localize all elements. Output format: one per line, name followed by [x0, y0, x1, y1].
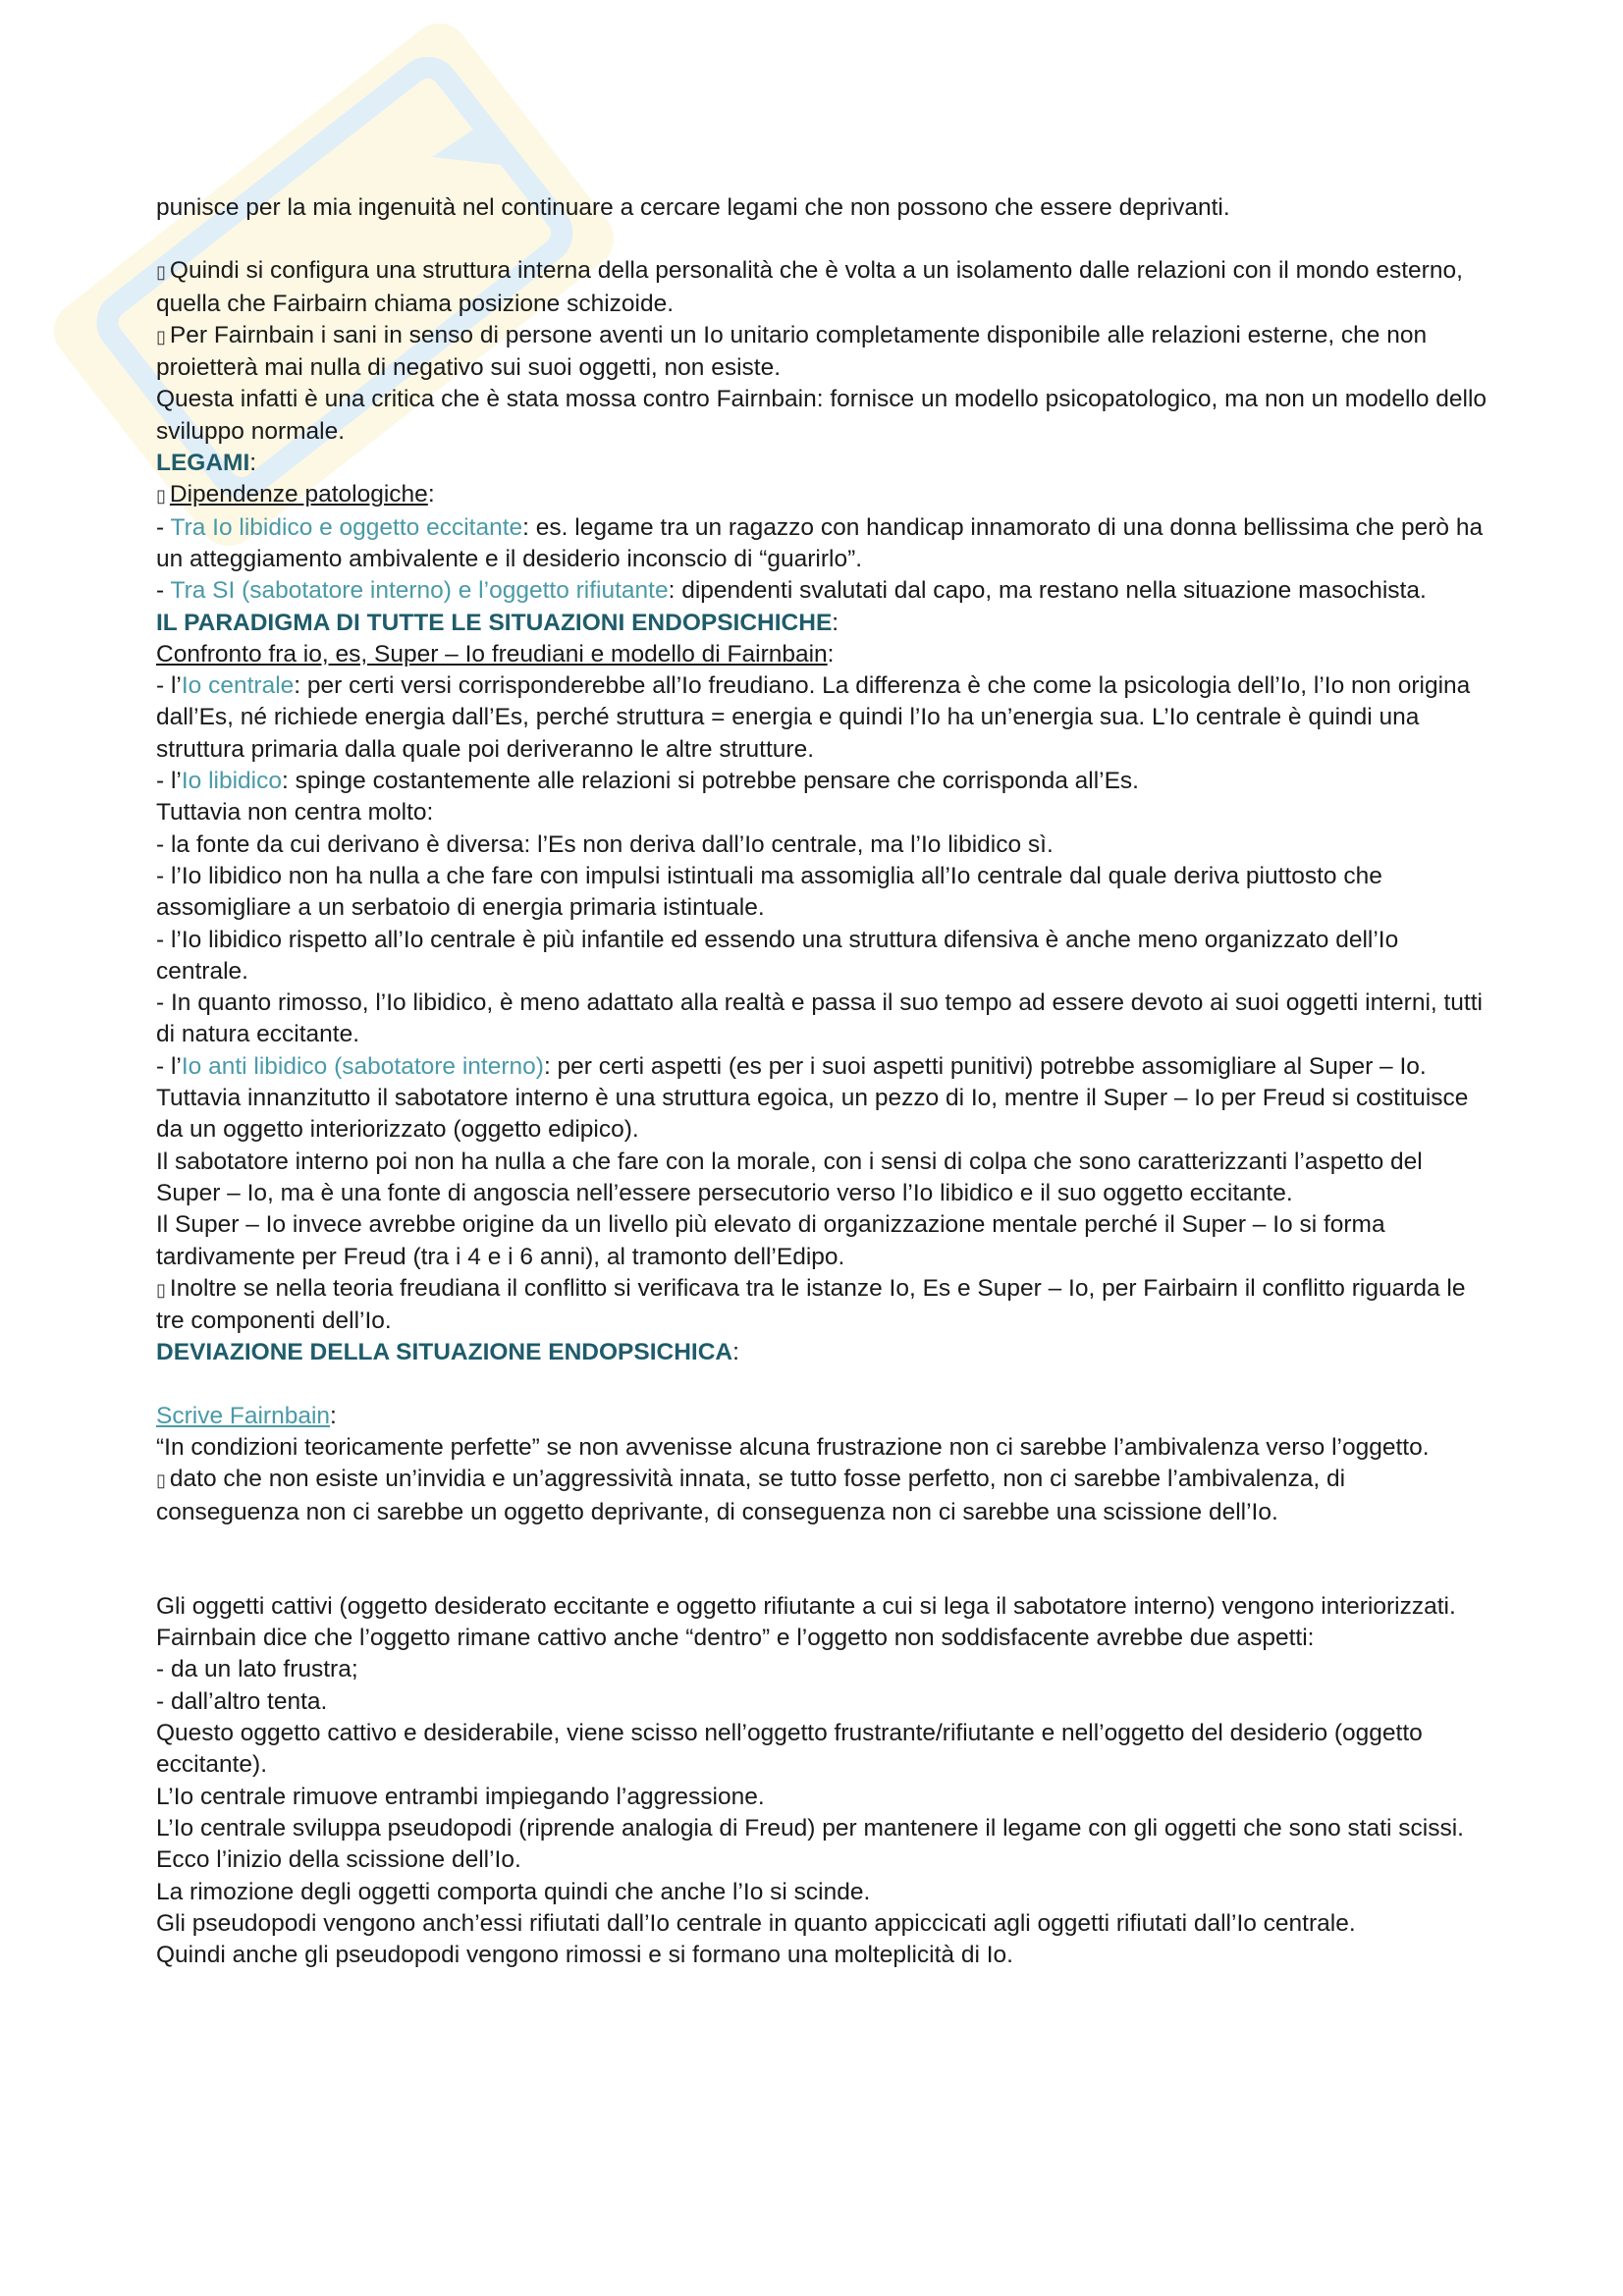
paragraph: “In condizioni teoricamente perfette” se non avvenisse alcuna frustrazione non ci sarebbe l’ambivalenza verso l’oggetto.: [156, 1433, 1430, 1461]
paragraph: Questo oggetto cattivo e desiderabile, viene scisso nell’oggetto frustrante/rifiutante e nell’oggetto del desiderio (oggetto eccitante).: [156, 1720, 1423, 1779]
list-item: - l’Io centrale: per certi versi corrisponderebbe all’Io freudiano. La differenza è che come la psicologia dell’Io, l’Io non origina dall’Es, né richiede energia dall’Es, perché struttura = energia e quindi l’Io ha un’energia sua. L’Io centrale è quindi una struttura primaria dalla quale poi deriveranno le altre strutture.: [156, 672, 1471, 763]
paragraph: ▯ Inoltre se nella teoria freudiana il conflitto si verificava tra le istanze Io, Es e Super – Io, per Fairbairn il conflitto riguarda le tre componenti dell’Io.: [156, 1273, 1491, 1338]
list-item: - l’Io libidico: spinge costantemente alle relazioni si potrebbe pensare che corrisponda all’Es.: [156, 768, 1139, 795]
subheading-scrive: Scrive Fairnbain:: [156, 1402, 337, 1429]
paragraph: Questa infatti è una critica che è stata mossa contro Fairnbain: fornisce un modello psicopatologico, ma non un modello dello sviluppo normale.: [156, 386, 1488, 445]
paragraph: L’Io centrale rimuove entrambi impiegando l’aggressione.: [156, 1783, 765, 1810]
subheading-dipendenze: ▯ Dipendenze patologiche:: [156, 479, 1491, 511]
list-item: - In quanto rimosso, l’Io libidico, è meno adattato alla realtà e passa il suo tempo ad essere devoto ai suoi oggetti interni, tutti di natura eccitante.: [156, 989, 1483, 1048]
list-item: - la fonte da cui derivano è diversa: l’Es non deriva dall’Io centrale, ma l’Io libidico sì.: [156, 830, 1054, 858]
arrow-icon: [156, 257, 170, 284]
paragraph: Gli pseudopodi vengono anch’essi rifiutati dall’Io centrale in quanto appiccicati agli oggetti rifiutati dall’Io centrale.: [156, 1909, 1356, 1937]
list-item: - l’Io libidico rispetto all’Io centrale è più infantile ed essendo una struttura difensiva è anche meno organizzato dell’Io centrale.: [156, 926, 1399, 985]
paragraph: ▯ dato che non esiste un’invidia e un’aggressività innata, se tutto fosse perfetto, non ci sarebbe l’ambivalenza, di conseguenza non ci sarebbe un oggetto deprivante, di conseguenza non ci sarebbe una scissione dell’Io.: [156, 1464, 1491, 1528]
paragraph: Il Super – Io invece avrebbe origine da un livello più elevato di organizzazione mentale perché il Super – Io si forma tardivamente per Freud (tra i 4 e i 6 anni), al tramonto dell’Edipo.: [156, 1211, 1385, 1270]
heading-paradigma: IL PARADIGMA DI TUTTE LE SITUAZIONI ENDOPSICHICHE:: [156, 609, 839, 636]
list-item: - l’Io anti libidico (sabotatore interno): per certi aspetti (es per i suoi aspetti punitivi) potrebbe assomigliare al Super – Io. Tuttavia innanzitutto il sabotatore interno è una struttura egoica, un pezzo di Io, mentre il Super – Io per Freud si costituisce da un oggetto interiorizzato (oggetto edipico).: [156, 1052, 1469, 1144]
arrow-icon: [156, 1466, 170, 1492]
paragraph: Quindi anche gli pseudopodi vengono rimossi e si formano una molteplicità di Io.: [156, 1942, 1013, 1969]
arrow-icon: [156, 322, 170, 348]
paragraph: ▯ Per Fairnbain i sani in senso di persone aventi un Io unitario completamente disponibile alle relazioni esterne, che non proietterà mai nulla di negativo sui suoi oggetti, non esiste.: [156, 320, 1491, 385]
paragraph: ▯ Quindi si configura una struttura interna della personalità che è volta a un isolamento dalle relazioni con il mondo esterno, quella che Fairbairn chiama posizione schizoide.: [156, 255, 1491, 320]
paragraph: Gli oggetti cattivi (oggetto desiderato eccitante e oggetto rifiutante a cui si lega il sabotatore interno) vengono interiorizzati.: [156, 1592, 1456, 1620]
paragraph: Il sabotatore interno poi non ha nulla a che fare con la morale, con i sensi di colpa che sono caratterizzanti l’aspetto del Super – Io, ma è una fonte di angoscia nell’essere persecutorio verso l’Io libidico e il suo oggetto eccitante.: [156, 1148, 1423, 1206]
paragraph: La rimozione degli oggetti comporta quindi che anche l’Io si scinde.: [156, 1878, 871, 1905]
list-item: - da un lato frustra;: [156, 1656, 358, 1683]
list-item: - Tra Io libidico e oggetto eccitante: es. legame tra un ragazzo con handicap innamorato di una donna bellissima che però ha un atteggiamento ambivalente e il desiderio inconscio di “guarirlo”.: [156, 513, 1484, 572]
document-body: [156, 192, 1491, 1971]
list-item: - l’Io libidico non ha nulla a che fare con impulsi istintuali ma assomiglia all’Io centrale dal quale deriva piuttosto che assomigliare a un serbatoio di energia primaria istintuale.: [156, 862, 1382, 922]
arrow-icon: [156, 481, 170, 507]
paragraph: Tuttavia non centra molto:: [156, 799, 434, 827]
paragraph: L’Io centrale sviluppa pseudopodi (riprende analogia di Freud) per mantenere il legame con gli oggetti che sono stati scissi. Ecco l’inizio della scissione dell’Io.: [156, 1814, 1464, 1874]
list-item: - Tra SI (sabotatore interno) e l’oggetto rifiutante: dipendenti svalutati dal capo, ma restano nella situazione masochista.: [156, 577, 1427, 605]
heading-deviazione: DEVIAZIONE DELLA SITUAZIONE ENDOPSICHICA:: [156, 1339, 739, 1366]
list-item: - dall’altro tenta.: [156, 1687, 328, 1715]
arrow-icon: [156, 1275, 170, 1302]
subheading-confronto: Confronto fra io, es, Super – Io freudiani e modello di Fairnbain:: [156, 640, 835, 667]
heading-legami: LEGAMI:: [156, 450, 257, 477]
paragraph: Fairnbain dice che l’oggetto rimane cattivo anche “dentro” e l’oggetto non soddisfacente avrebbe due aspetti:: [156, 1625, 1315, 1652]
paragraph: punisce per la mia ingenuità nel continuare a cercare legami che non possono che essere deprivanti.: [156, 194, 1230, 221]
